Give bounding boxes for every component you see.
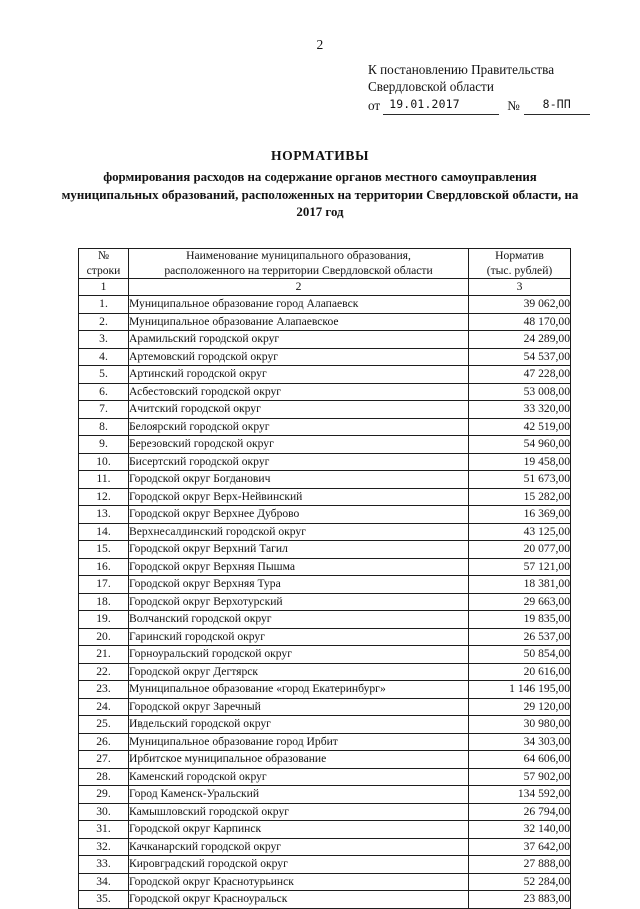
- municipality-name-cell: Артинский городской округ: [129, 366, 469, 384]
- page-number: 2: [316, 37, 324, 52]
- row-number-cell: 14.: [79, 523, 129, 541]
- table-row: [79, 821, 571, 839]
- table-row: [79, 768, 571, 786]
- row-number-cell: 3.: [79, 331, 129, 349]
- norms-table: [78, 248, 571, 909]
- row-number-cell: 1.: [79, 296, 129, 314]
- table-row: [79, 436, 571, 454]
- table-row: [79, 856, 571, 874]
- table-row: [79, 873, 571, 891]
- table-header-row: [79, 249, 571, 279]
- municipality-name-cell: Горноуральский городской округ: [129, 646, 469, 664]
- norm-value-cell: 18 381,00: [469, 576, 571, 594]
- table-row: [79, 453, 571, 471]
- document-heading: НОРМАТИВЫ: [270, 148, 370, 163]
- column-header-norm: [469, 249, 571, 279]
- table-row: [79, 331, 571, 349]
- municipality-name-cell: Каменский городской округ: [129, 768, 469, 786]
- row-number-cell: 22.: [79, 663, 129, 681]
- approval-line-2: Свердловской области: [368, 78, 494, 94]
- table-row: [79, 646, 571, 664]
- norm-value-cell: 42 519,00: [469, 418, 571, 436]
- norms-table-container: [78, 248, 570, 909]
- table-row: [79, 506, 571, 524]
- municipality-name-cell: Ачитский городской округ: [129, 401, 469, 419]
- municipality-name-cell: Бисертский городской округ: [129, 453, 469, 471]
- norm-value-cell: 134 592,00: [469, 786, 571, 804]
- municipality-name-cell: Муниципальное образование город Ирбит: [129, 733, 469, 751]
- decree-date-value: 19.01.2017: [383, 96, 499, 115]
- norm-value-cell: 48 170,00: [469, 313, 571, 331]
- norm-value-cell: 34 303,00: [469, 733, 571, 751]
- row-number-cell: 33.: [79, 856, 129, 874]
- row-number-cell: 12.: [79, 488, 129, 506]
- row-number-cell: 20.: [79, 628, 129, 646]
- norm-value-cell: 19 835,00: [469, 611, 571, 629]
- municipality-name-cell: Городской округ Карпинск: [129, 821, 469, 839]
- table-row: [79, 891, 571, 909]
- municipality-name-cell: Городской округ Верхняя Тура: [129, 576, 469, 594]
- norm-value-cell: 47 228,00: [469, 366, 571, 384]
- municipality-name-cell: Город Каменск-Уральский: [129, 786, 469, 804]
- norm-value-cell: 29 663,00: [469, 593, 571, 611]
- norm-value-cell: 33 320,00: [469, 401, 571, 419]
- municipality-name-cell: Городской округ Краснотурьинск: [129, 873, 469, 891]
- municipality-name-cell: Гаринский городской округ: [129, 628, 469, 646]
- table-row: [79, 786, 571, 804]
- norm-value-cell: 26 537,00: [469, 628, 571, 646]
- row-number-cell: 25.: [79, 716, 129, 734]
- row-number-cell: 16.: [79, 558, 129, 576]
- norm-value-cell: 32 140,00: [469, 821, 571, 839]
- municipality-name-cell: Ивдельский городской округ: [129, 716, 469, 734]
- row-number-cell: 32.: [79, 838, 129, 856]
- row-number-cell: 17.: [79, 576, 129, 594]
- table-row: [79, 698, 571, 716]
- norm-value-cell: 29 120,00: [469, 698, 571, 716]
- norm-value-cell: 57 121,00: [469, 558, 571, 576]
- table-row: [79, 348, 571, 366]
- row-number-cell: 5.: [79, 366, 129, 384]
- row-number-cell: 23.: [79, 681, 129, 699]
- municipality-name-cell: Верхнесалдинский городской округ: [129, 523, 469, 541]
- row-number-cell: 31.: [79, 821, 129, 839]
- municipality-name-cell: Муниципальное образование Алапаевское: [129, 313, 469, 331]
- norm-value-cell: 20 077,00: [469, 541, 571, 559]
- table-row: [79, 751, 571, 769]
- municipality-name-cell: Городской округ Верх-Нейвинский: [129, 488, 469, 506]
- table-row: [79, 383, 571, 401]
- municipality-name-cell: Городской округ Красноуральск: [129, 891, 469, 909]
- municipality-name-cell: Городской округ Верхнее Дуброво: [129, 506, 469, 524]
- municipality-name-cell: Кировградский городской округ: [129, 856, 469, 874]
- row-number-cell: 4.: [79, 348, 129, 366]
- table-row: [79, 523, 571, 541]
- municipality-name-cell: Артемовский городской округ: [129, 348, 469, 366]
- column-header-municipality-line1: Наименование муниципального образования,: [186, 249, 411, 262]
- norm-value-cell: 24 289,00: [469, 331, 571, 349]
- row-number-cell: 9.: [79, 436, 129, 454]
- norm-value-cell: 26 794,00: [469, 803, 571, 821]
- norm-value-cell: 20 616,00: [469, 663, 571, 681]
- norm-value-cell: 1 146 195,00: [469, 681, 571, 699]
- table-row: [79, 296, 571, 314]
- municipality-name-cell: Городской округ Верхняя Пышма: [129, 558, 469, 576]
- norm-value-cell: 19 458,00: [469, 453, 571, 471]
- norm-value-cell: 54 960,00: [469, 436, 571, 454]
- table-row: [79, 593, 571, 611]
- row-number-cell: 29.: [79, 786, 129, 804]
- column-number-1: 1: [79, 279, 129, 296]
- row-number-cell: 24.: [79, 698, 129, 716]
- municipality-name-cell: Качканарский городской округ: [129, 838, 469, 856]
- table-row: [79, 366, 571, 384]
- row-number-cell: 8.: [79, 418, 129, 436]
- table-row: [79, 716, 571, 734]
- norm-value-cell: 30 980,00: [469, 716, 571, 734]
- approval-reference-block: [368, 62, 618, 115]
- row-number-cell: 10.: [79, 453, 129, 471]
- municipality-name-cell: Березовский городской округ: [129, 436, 469, 454]
- decree-number-label: №: [507, 98, 520, 113]
- row-number-cell: 19.: [79, 611, 129, 629]
- table-row: [79, 611, 571, 629]
- table-column-number-row: [79, 279, 571, 296]
- table-header: [79, 249, 571, 296]
- norm-value-cell: 39 062,00: [469, 296, 571, 314]
- table-row: [79, 541, 571, 559]
- municipality-name-cell: Городской округ Заречный: [129, 698, 469, 716]
- norm-value-cell: 57 902,00: [469, 768, 571, 786]
- norm-value-cell: 54 537,00: [469, 348, 571, 366]
- row-number-cell: 6.: [79, 383, 129, 401]
- norm-value-cell: 52 284,00: [469, 873, 571, 891]
- municipality-name-cell: Муниципальное образование город Алапаевск: [129, 296, 469, 314]
- decree-number-value: 8-ПП: [524, 96, 590, 115]
- column-header-row-number-line2: строки: [86, 263, 121, 277]
- column-header-norm-line2: (тыс. рублей): [486, 263, 553, 277]
- row-number-cell: 15.: [79, 541, 129, 559]
- row-number-cell: 13.: [79, 506, 129, 524]
- table-row: [79, 838, 571, 856]
- row-number-cell: 34.: [79, 873, 129, 891]
- column-header-municipality-line2: расположенного на территории Свердловской области: [164, 263, 433, 277]
- table-row: [79, 558, 571, 576]
- row-number-cell: 7.: [79, 401, 129, 419]
- row-number-cell: 28.: [79, 768, 129, 786]
- row-number-cell: 35.: [79, 891, 129, 909]
- municipality-name-cell: Арамильский городской округ: [129, 331, 469, 349]
- column-number-2: 2: [129, 279, 469, 296]
- municipality-name-cell: Асбестовский городской округ: [129, 383, 469, 401]
- table-body: [79, 296, 571, 909]
- municipality-name-cell: Городской округ Верхний Тагил: [129, 541, 469, 559]
- norm-value-cell: 53 008,00: [469, 383, 571, 401]
- column-header-norm-line1: Норматив: [495, 249, 544, 262]
- norm-value-cell: 23 883,00: [469, 891, 571, 909]
- table-row: [79, 681, 571, 699]
- table-row: [79, 663, 571, 681]
- norm-value-cell: 50 854,00: [469, 646, 571, 664]
- row-number-cell: 21.: [79, 646, 129, 664]
- row-number-cell: 2.: [79, 313, 129, 331]
- municipality-name-cell: Белоярский городской округ: [129, 418, 469, 436]
- column-header-row-number-line1: №: [97, 249, 110, 262]
- table-row: [79, 628, 571, 646]
- municipality-name-cell: Волчанский городской округ: [129, 611, 469, 629]
- column-number-3: 3: [469, 279, 571, 296]
- norm-value-cell: 43 125,00: [469, 523, 571, 541]
- table-row: [79, 401, 571, 419]
- table-row: [79, 733, 571, 751]
- document-subtitle: формирования расходов на содержание органов местного самоуправления муниципальных образований, расположенных на территории Свердловской области, на 2017 год: [61, 170, 579, 220]
- row-number-cell: 11.: [79, 471, 129, 489]
- table-row: [79, 803, 571, 821]
- norm-value-cell: 16 369,00: [469, 506, 571, 524]
- municipality-name-cell: Муниципальное образование «город Екатеринбург»: [129, 681, 469, 699]
- norm-value-cell: 37 642,00: [469, 838, 571, 856]
- norm-value-cell: 27 888,00: [469, 856, 571, 874]
- row-number-cell: 18.: [79, 593, 129, 611]
- table-row: [79, 576, 571, 594]
- column-header-row-number: [79, 249, 129, 279]
- row-number-cell: 27.: [79, 751, 129, 769]
- municipality-name-cell: Городской округ Дегтярск: [129, 663, 469, 681]
- approval-line-1: К постановлению Правительства: [368, 62, 555, 77]
- norm-value-cell: 51 673,00: [469, 471, 571, 489]
- norm-value-cell: 15 282,00: [469, 488, 571, 506]
- decree-date-and-number: [368, 96, 618, 115]
- municipality-name-cell: Городской округ Верхотурский: [129, 593, 469, 611]
- decree-date-label: от: [368, 98, 381, 113]
- column-header-municipality: [129, 249, 469, 279]
- municipality-name-cell: Городской округ Богданович: [129, 471, 469, 489]
- row-number-cell: 26.: [79, 733, 129, 751]
- norm-value-cell: 64 606,00: [469, 751, 571, 769]
- table-row: [79, 488, 571, 506]
- table-row: [79, 313, 571, 331]
- row-number-cell: 30.: [79, 803, 129, 821]
- municipality-name-cell: Камышловский городской округ: [129, 803, 469, 821]
- table-row: [79, 418, 571, 436]
- table-row: [79, 471, 571, 489]
- municipality-name-cell: Ирбитское муниципальное образование: [129, 751, 469, 769]
